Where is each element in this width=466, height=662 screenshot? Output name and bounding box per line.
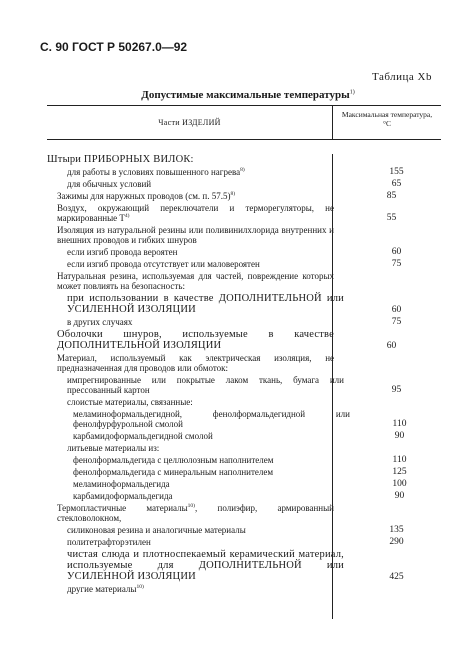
- table-row: [47, 293, 441, 315]
- row-part-text: [47, 467, 358, 477]
- row-part-text: [47, 409, 358, 429]
- column-header-temperature: [332, 106, 441, 139]
- row-part-text: [47, 271, 342, 291]
- table-header: [47, 105, 441, 140]
- row-part-text: [47, 397, 352, 407]
- row-part-label: Материал, используемый как электрическая изоляция, не предназначенная для проводов или обмоток:: [57, 353, 334, 373]
- column-header-temperature-unit: °C: [382, 119, 391, 128]
- row-part-text: [47, 431, 358, 441]
- row-max-temperature: 90: [394, 431, 405, 441]
- page-header: С. 90 ГОСТ Р 50267.0—92: [40, 40, 188, 54]
- row-footnote-ref: 8): [230, 191, 236, 197]
- row-part-text: [47, 317, 352, 327]
- table-row: [47, 584, 441, 594]
- row-part-text: [47, 549, 352, 582]
- table-row: [47, 443, 441, 453]
- table-row: [47, 179, 441, 189]
- row-part-label: Термопластичные материалы: [57, 503, 188, 513]
- row-max-temperature: 60: [391, 247, 402, 257]
- row-part-label: Изоляция из натуральной резины или поливинилхлорида внутренних и внешних проводов и гибких шнуров: [57, 225, 334, 245]
- table-row: [47, 203, 441, 223]
- row-part-label: силиконовая резина и аналогичные материалы: [67, 525, 246, 535]
- temperature-table: [47, 105, 441, 634]
- table-row: [47, 247, 441, 257]
- row-part-label: другие материалы: [67, 584, 137, 594]
- table-row: [47, 329, 441, 351]
- table-row: [47, 375, 441, 395]
- row-part-text: [47, 293, 352, 315]
- row-max-temperature: 100: [392, 479, 407, 489]
- table-row: [47, 467, 441, 477]
- row-max-temperature: 60: [391, 305, 402, 315]
- row-part-label: для обычных условий: [67, 179, 152, 189]
- row-part-label: фенолформальдегида с целлюлозным наполнителем: [73, 455, 274, 465]
- row-max-temperature: 75: [391, 317, 402, 327]
- row-part-text: [47, 375, 352, 395]
- row-footnote-ref: 8): [240, 167, 245, 173]
- row-max-temperature: 85: [386, 191, 397, 201]
- row-part-label: если изгиб провода отсутствует или маловероятен: [67, 259, 260, 269]
- table-row: [47, 503, 441, 523]
- row-max-temperature: 135: [389, 525, 404, 535]
- table-caption: [0, 89, 466, 101]
- row-max-temperature: 65: [391, 179, 402, 189]
- table-caption-text: Допустимые максимальные температуры: [141, 89, 350, 101]
- row-part-label: фенолформальдегида с минеральным наполнителем: [73, 467, 274, 477]
- row-part-label: при использовании в качестве ДОПОЛНИТЕЛЬНОЙ или УСИЛЕННОЙ ИЗОЛЯЦИИ: [67, 293, 344, 315]
- row-part-text: [47, 353, 342, 373]
- column-header-parts: Части ИЗДЕЛИЙ: [158, 118, 221, 127]
- row-part-text: [47, 225, 342, 245]
- row-part-label: слоистые материалы, связанные:: [67, 397, 193, 407]
- row-part-label: импрегнированные или покрытые лаком ткань, бумага или прессованный картон: [67, 375, 344, 395]
- row-part-label: Зажимы для наружных проводов (см. п. 57.5): [57, 191, 231, 201]
- row-max-temperature: 110: [392, 419, 407, 429]
- row-part-text: [47, 179, 352, 189]
- row-max-temperature: 55: [386, 213, 397, 223]
- table-row: [47, 479, 441, 489]
- row-part-label: меламиноформальдегидной, фенолформальдегидной или фенолфурфурольной смолой: [73, 409, 350, 429]
- row-part-text: [47, 443, 352, 453]
- table-row: [47, 353, 441, 373]
- row-part-text: [47, 329, 342, 351]
- row-max-temperature: 75: [391, 259, 402, 269]
- row-part-label: Воздух, окружающий переключатели и терморегуляторы, не маркированные Т: [57, 203, 334, 223]
- row-max-temperature: 425: [389, 572, 404, 582]
- row-max-temperature: 60: [386, 341, 397, 351]
- row-part-text: [47, 525, 352, 535]
- row-part-text: [47, 203, 342, 223]
- table-number: Таблица Xb: [372, 71, 432, 83]
- row-max-temperature: 110: [392, 455, 407, 465]
- row-part-label: Натуральная резина, используемая для частей, повреждение которых может повлиять на безопасность:: [57, 271, 334, 291]
- row-max-temperature: 125: [392, 467, 407, 477]
- row-footnote-ref: 4): [124, 213, 130, 219]
- column-header-temperature-line1: Максимальная температура,: [341, 110, 433, 119]
- row-part-text: [47, 259, 352, 269]
- row-part-label: чистая слюда и плотноспекаемый керамический материал, используемые для ДОПОЛНИТЕЛЬНОЙ или УСИЛЕННОЙ ИЗОЛЯЦИИ: [67, 549, 344, 582]
- row-part-text: [47, 455, 358, 465]
- row-part-label: карбамидоформальдегидной смолой: [73, 431, 213, 441]
- row-max-temperature: 155: [389, 167, 404, 177]
- table-row: [47, 271, 441, 291]
- row-part-label: для работы в условиях повышенного нагрева: [67, 167, 241, 177]
- column-divider: [332, 154, 333, 619]
- row-max-temperature: 90: [394, 491, 405, 501]
- table-row: [47, 167, 441, 177]
- row-part-label-continued: , полиэфир, армированный стекловолокном,: [57, 503, 334, 523]
- table-row: [47, 491, 441, 501]
- row-part-text: [47, 537, 352, 547]
- table-row: [47, 154, 441, 165]
- row-part-text: [47, 154, 332, 165]
- row-part-label: карбамидоформальдегида: [73, 491, 173, 501]
- table-row: [47, 537, 441, 547]
- table-row: [47, 397, 441, 407]
- row-part-label: Штыри ПРИБОРНЫХ ВИЛОК:: [47, 154, 194, 165]
- table-row: [47, 525, 441, 535]
- table-row: [47, 191, 441, 201]
- row-part-text: [47, 503, 342, 523]
- table-body: [47, 154, 441, 634]
- table-row: [47, 259, 441, 269]
- table-row: [47, 455, 441, 465]
- table-row: [47, 225, 441, 245]
- row-max-temperature: 95: [391, 385, 402, 395]
- row-footnote-ref: 10): [187, 503, 195, 509]
- table-row: [47, 317, 441, 327]
- table-row: [47, 409, 441, 429]
- row-part-text: [47, 479, 358, 489]
- row-max-temperature: 290: [389, 537, 404, 547]
- row-part-label: в других случаях: [67, 317, 133, 327]
- row-part-label: если изгиб провода вероятен: [67, 247, 178, 257]
- row-part-text: [47, 191, 342, 201]
- row-footnote-ref: 10): [136, 584, 144, 590]
- row-part-label: политетрафторэтилен: [67, 537, 151, 547]
- row-part-text: [47, 584, 352, 594]
- row-part-label: Оболочки шнуров, используемые в качестве ДОПОЛНИТЕЛЬНОЙ ИЗОЛЯЦИИ: [57, 329, 334, 351]
- row-part-label: литьевые материалы из:: [67, 443, 160, 453]
- table-row: [47, 549, 441, 582]
- row-part-text: [47, 491, 358, 501]
- row-part-label: меламиноформальдегида: [73, 479, 170, 489]
- row-part-text: [47, 247, 352, 257]
- row-part-text: [47, 167, 352, 177]
- table-row: [47, 431, 441, 441]
- table-caption-footnote: 1): [349, 89, 355, 96]
